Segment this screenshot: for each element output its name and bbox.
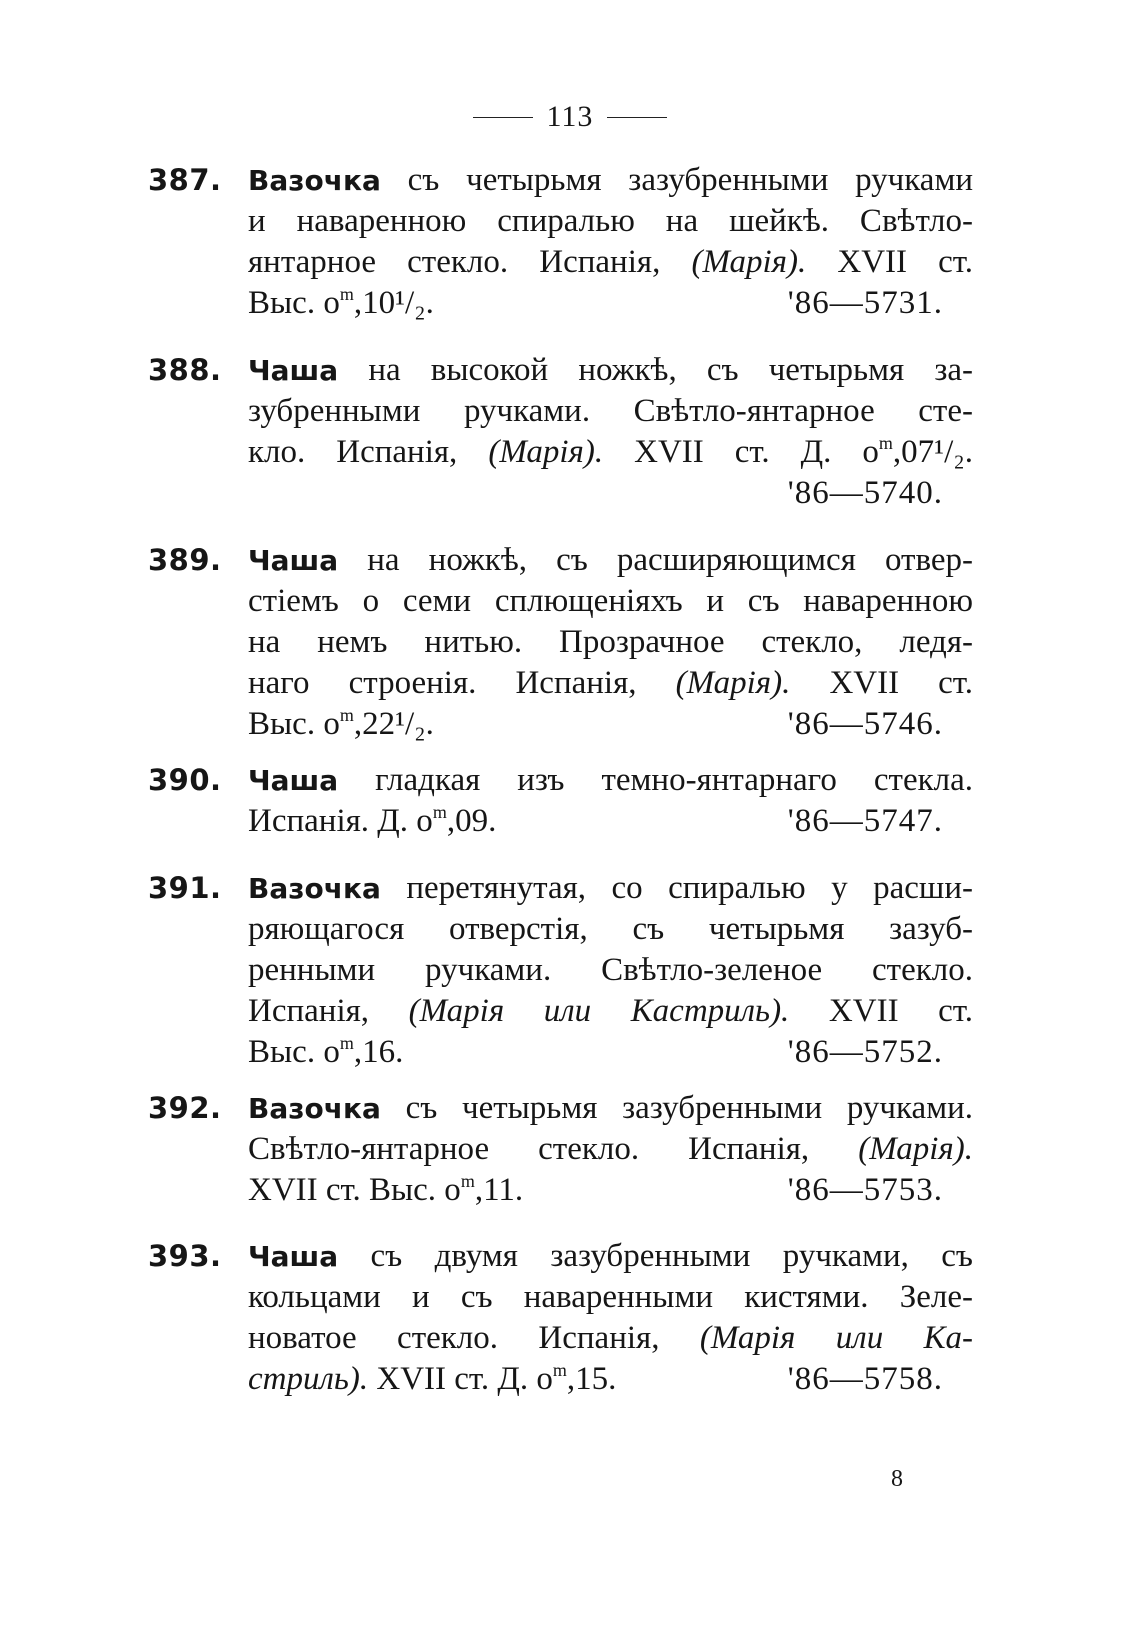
entry-line: [248, 991, 973, 1032]
entry-text: [248, 1236, 973, 1400]
entry-line-text: Испанія,: [248, 993, 409, 1029]
dimension-text: XVII ст. Выс. o: [248, 1172, 461, 1208]
dimension-text: XVII ст. Д. o: [368, 1361, 553, 1397]
inventory-number: '86—5753.: [787, 1172, 943, 1208]
entry-line: [248, 868, 973, 909]
entry-line: [248, 1032, 973, 1073]
entry-line-text: Свѣтло-янтарное стекло. Испанія,: [248, 1131, 859, 1167]
entry-number: 391.: [148, 871, 222, 905]
entry-line: и наваренною спиралью на шейкѣ. Свѣтло-: [248, 203, 973, 239]
dimension-text: Выс. o: [248, 706, 340, 742]
entry-line: [248, 283, 973, 324]
inventory-number: '86—5758.: [787, 1361, 943, 1397]
dimensions: [248, 1032, 403, 1073]
dimension-value: ,15.: [566, 1361, 617, 1397]
dimensions: [248, 283, 434, 324]
dimension-unit: m: [339, 1033, 354, 1053]
entry-number: 390.: [148, 763, 222, 797]
dimension-text: Выс. o: [248, 1034, 340, 1070]
header-rule-right: [607, 117, 667, 118]
entry-line: [248, 663, 973, 704]
dimension-unit: m: [552, 1360, 567, 1380]
page-header: [0, 100, 1140, 134]
entry-term: Чаша: [248, 1240, 339, 1273]
provenance: (Марія).: [488, 434, 604, 470]
entry-line: [248, 1359, 973, 1400]
dimension-value: ,16.: [353, 1034, 404, 1070]
entry-line: [248, 704, 973, 745]
entry-line: [248, 1129, 973, 1170]
entry-line: ренными ручками. Свѣтло-зеленое стекло.: [248, 952, 973, 988]
entry-line: [248, 1088, 973, 1129]
dimension-unit: m: [339, 284, 354, 304]
inventory-number: '86—5731.: [787, 285, 943, 321]
provenance: (Марія или Ка-: [699, 1320, 973, 1356]
entry-term: Чаша: [248, 354, 339, 387]
dimension-unit: m: [339, 705, 354, 725]
header-rule-left: [473, 117, 533, 118]
entry-line: зубренными ручками. Свѣтло-янтарное сте-: [248, 393, 973, 429]
entry-line-text: XVII ст.: [790, 665, 974, 701]
entry-number: 392.: [148, 1091, 222, 1125]
entry-line: [248, 801, 973, 842]
dimensions: [248, 1170, 523, 1211]
dimension-value: ,22¹/₂.: [353, 706, 434, 742]
dimension-unit: m: [432, 802, 447, 822]
entry-line: [248, 242, 973, 283]
provenance: стриль).: [248, 1361, 369, 1397]
dimension-text: Испанія. Д. o: [248, 803, 433, 839]
entry-text: [248, 760, 973, 842]
entry-line-text: XVII ст.: [806, 244, 974, 280]
provenance: (Марія).: [691, 244, 807, 280]
dimensions: [248, 1359, 616, 1400]
dimension-text: Выс. o: [248, 285, 340, 321]
entry-line: [248, 760, 973, 801]
entry-line: [248, 160, 973, 201]
entry-text: [248, 1088, 973, 1211]
entry-text: [248, 540, 973, 745]
inventory-number: '86—5752.: [787, 1034, 943, 1070]
dimension-value: ,10¹/₂.: [353, 285, 434, 321]
entry-line-text: новатое стекло. Испанія,: [248, 1320, 700, 1356]
provenance: (Марія).: [675, 665, 791, 701]
entry-line-text: съ двумя зазубренными ручками, съ: [338, 1238, 973, 1274]
entry-number: 387.: [148, 163, 222, 197]
entry-number: 393.: [148, 1239, 222, 1273]
dimension-value: ,11.: [474, 1172, 524, 1208]
entry-line: [248, 540, 973, 581]
entry-text: [248, 868, 973, 1073]
entry-line: [248, 473, 973, 514]
entry-line: на немъ нитью. Прозрачное стекло, ледя-: [248, 624, 973, 660]
dimension-value: ,09.: [446, 803, 497, 839]
dimensions: [248, 704, 434, 745]
entry-line: [248, 350, 973, 391]
entry-line-text: гладкая изъ темно-янтарнаго стекла.: [338, 762, 973, 798]
inventory-number: '86—5740.: [787, 475, 943, 511]
entry-term: Чаша: [248, 544, 339, 577]
dimension-unit: m: [460, 1171, 475, 1191]
entry-term: Вазочка: [248, 1092, 381, 1125]
entry-line-text: съ четырьмя зазубренными ручками: [380, 162, 973, 198]
entry-line-text: на ножкѣ, съ расширяющимся отвер-: [338, 542, 973, 578]
page-number: 113: [546, 100, 594, 133]
entry-line: [248, 432, 973, 473]
entry-line-text: на высокой ножкѣ, съ четырьмя за-: [338, 352, 973, 388]
entry-line: [248, 1318, 973, 1359]
provenance: (Марія или Кастриль).: [408, 993, 790, 1029]
entry-number: 388.: [148, 353, 222, 387]
entry-line: [248, 1236, 973, 1277]
signature-mark: 8: [891, 1466, 903, 1492]
dimension-unit: m: [878, 433, 893, 453]
entry-line-text: наго строенія. Испанія,: [248, 665, 676, 701]
entry-term: Вазочка: [248, 872, 381, 905]
entry-line-text: съ четырьмя зазубренными ручками.: [380, 1090, 973, 1126]
entry-text: [248, 160, 973, 324]
entry-line: стіемъ о семи сплющеніяхъ и съ наваренною: [248, 583, 973, 619]
provenance: (Марія).: [858, 1131, 973, 1167]
entry-line-text: XVII ст.: [789, 993, 973, 1029]
entry-line-text: кло. Испанія,: [248, 434, 489, 470]
entry-term: Чаша: [248, 764, 339, 797]
entry-line: ряющагося отверстія, съ четырьмя зазуб-: [248, 911, 973, 947]
inventory-number: '86—5747.: [787, 803, 943, 839]
dimension-value: ,07¹/₂.: [892, 434, 973, 470]
entry-term: Вазочка: [248, 164, 381, 197]
inventory-number: '86—5746.: [787, 706, 943, 742]
entry-line-text: янтарное стекло. Испанія,: [248, 244, 692, 280]
dimensions: [248, 801, 496, 842]
entry-line: кольцами и съ наваренными кистями. Зеле-: [248, 1279, 973, 1315]
entry-number: 389.: [148, 543, 222, 577]
entry-line-text: перетянутая, со спиралью у расши-: [380, 870, 973, 906]
entry-line-text: XVII ст. Д. o: [603, 434, 879, 470]
entry-line: [248, 1170, 973, 1211]
entry-text: [248, 350, 973, 514]
